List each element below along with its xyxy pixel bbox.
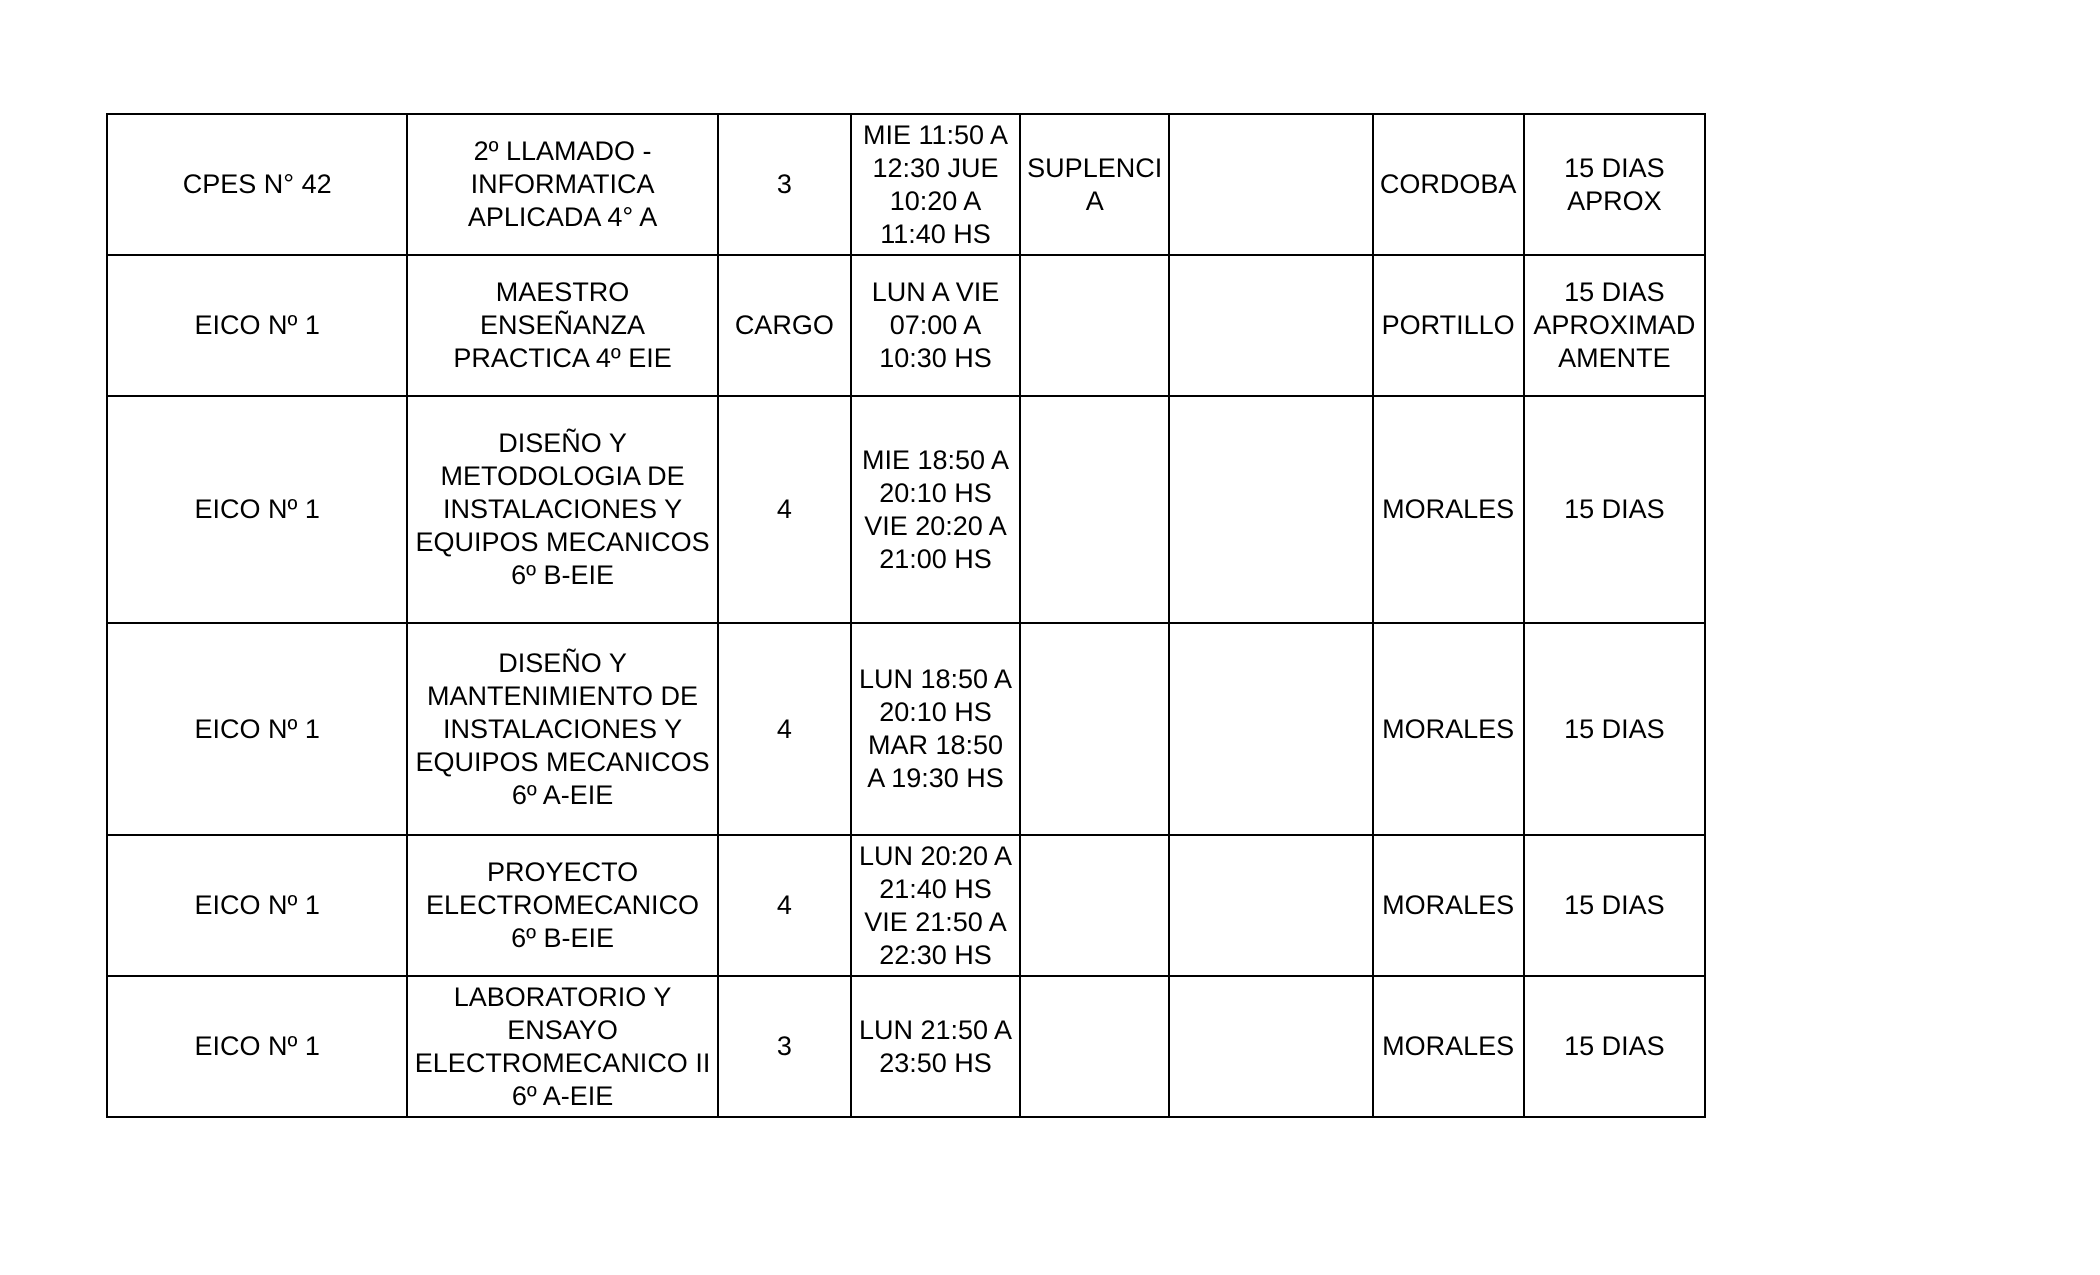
subject-cell: MAESTRO ENSEÑANZA PRACTICA 4º EIE (407, 255, 717, 396)
hours-cell: 4 (718, 623, 851, 835)
duration-cell: 15 DIAS (1524, 396, 1705, 623)
duration-cell: 15 DIAS (1524, 976, 1705, 1117)
subject-cell: PROYECTO ELECTROMECANICO 6º B-EIE (407, 835, 717, 976)
subject-cell: DISEÑO Y METODOLOGIA DE INSTALACIONES Y EQUIPOS MECANICOS 6º B-EIE (407, 396, 717, 623)
table-row (107, 255, 1705, 396)
table-row (107, 623, 1705, 835)
location-cell: CORDOBA (1373, 114, 1524, 255)
table-row (107, 396, 1705, 623)
duration-cell: 15 DIAS APROXIMAD AMENTE (1524, 255, 1705, 396)
vacancy-table (106, 113, 1706, 1118)
type-cell: SUPLENCI A (1020, 114, 1169, 255)
location-cell: MORALES (1373, 623, 1524, 835)
school-cell: EICO Nº 1 (107, 255, 407, 396)
hours-cell: CARGO (718, 255, 851, 396)
duration-cell: 15 DIAS (1524, 623, 1705, 835)
school-cell: EICO Nº 1 (107, 623, 407, 835)
type-cell (1020, 396, 1169, 623)
table-row (107, 976, 1705, 1117)
school-cell: CPES N° 42 (107, 114, 407, 255)
subject-cell: LABORATORIO Y ENSAYO ELECTROMECANICO II 6º A-EIE (407, 976, 717, 1117)
hours-cell: 3 (718, 976, 851, 1117)
location-cell: MORALES (1373, 835, 1524, 976)
school-cell: EICO Nº 1 (107, 976, 407, 1117)
empty-cell (1169, 835, 1372, 976)
duration-cell: 15 DIAS (1524, 835, 1705, 976)
duration-cell: 15 DIAS APROX (1524, 114, 1705, 255)
schedule-cell: MIE 18:50 A 20:10 HS VIE 20:20 A 21:00 HS (851, 396, 1020, 623)
empty-cell (1169, 255, 1372, 396)
empty-cell (1169, 114, 1372, 255)
location-cell: PORTILLO (1373, 255, 1524, 396)
subject-cell: 2º LLAMADO - INFORMATICA APLICADA 4° A (407, 114, 717, 255)
location-cell: MORALES (1373, 396, 1524, 623)
subject-cell: DISEÑO Y MANTENIMIENTO DE INSTALACIONES Y EQUIPOS MECANICOS 6º A-EIE (407, 623, 717, 835)
type-cell (1020, 623, 1169, 835)
location-cell: MORALES (1373, 976, 1524, 1117)
type-cell (1020, 255, 1169, 396)
hours-cell: 3 (718, 114, 851, 255)
table-row (107, 835, 1705, 976)
schedule-cell: LUN A VIE 07:00 A 10:30 HS (851, 255, 1020, 396)
school-cell: EICO Nº 1 (107, 835, 407, 976)
hours-cell: 4 (718, 396, 851, 623)
empty-cell (1169, 396, 1372, 623)
empty-cell (1169, 623, 1372, 835)
type-cell (1020, 835, 1169, 976)
schedule-cell: LUN 21:50 A 23:50 HS (851, 976, 1020, 1117)
empty-cell (1169, 976, 1372, 1117)
schedule-cell: LUN 18:50 A 20:10 HS MAR 18:50 A 19:30 HS (851, 623, 1020, 835)
schedule-cell: LUN 20:20 A 21:40 HS VIE 21:50 A 22:30 HS (851, 835, 1020, 976)
school-cell: EICO Nº 1 (107, 396, 407, 623)
table-row (107, 114, 1705, 255)
schedule-cell: MIE 11:50 A 12:30 JUE 10:20 A 11:40 HS (851, 114, 1020, 255)
hours-cell: 4 (718, 835, 851, 976)
type-cell (1020, 976, 1169, 1117)
